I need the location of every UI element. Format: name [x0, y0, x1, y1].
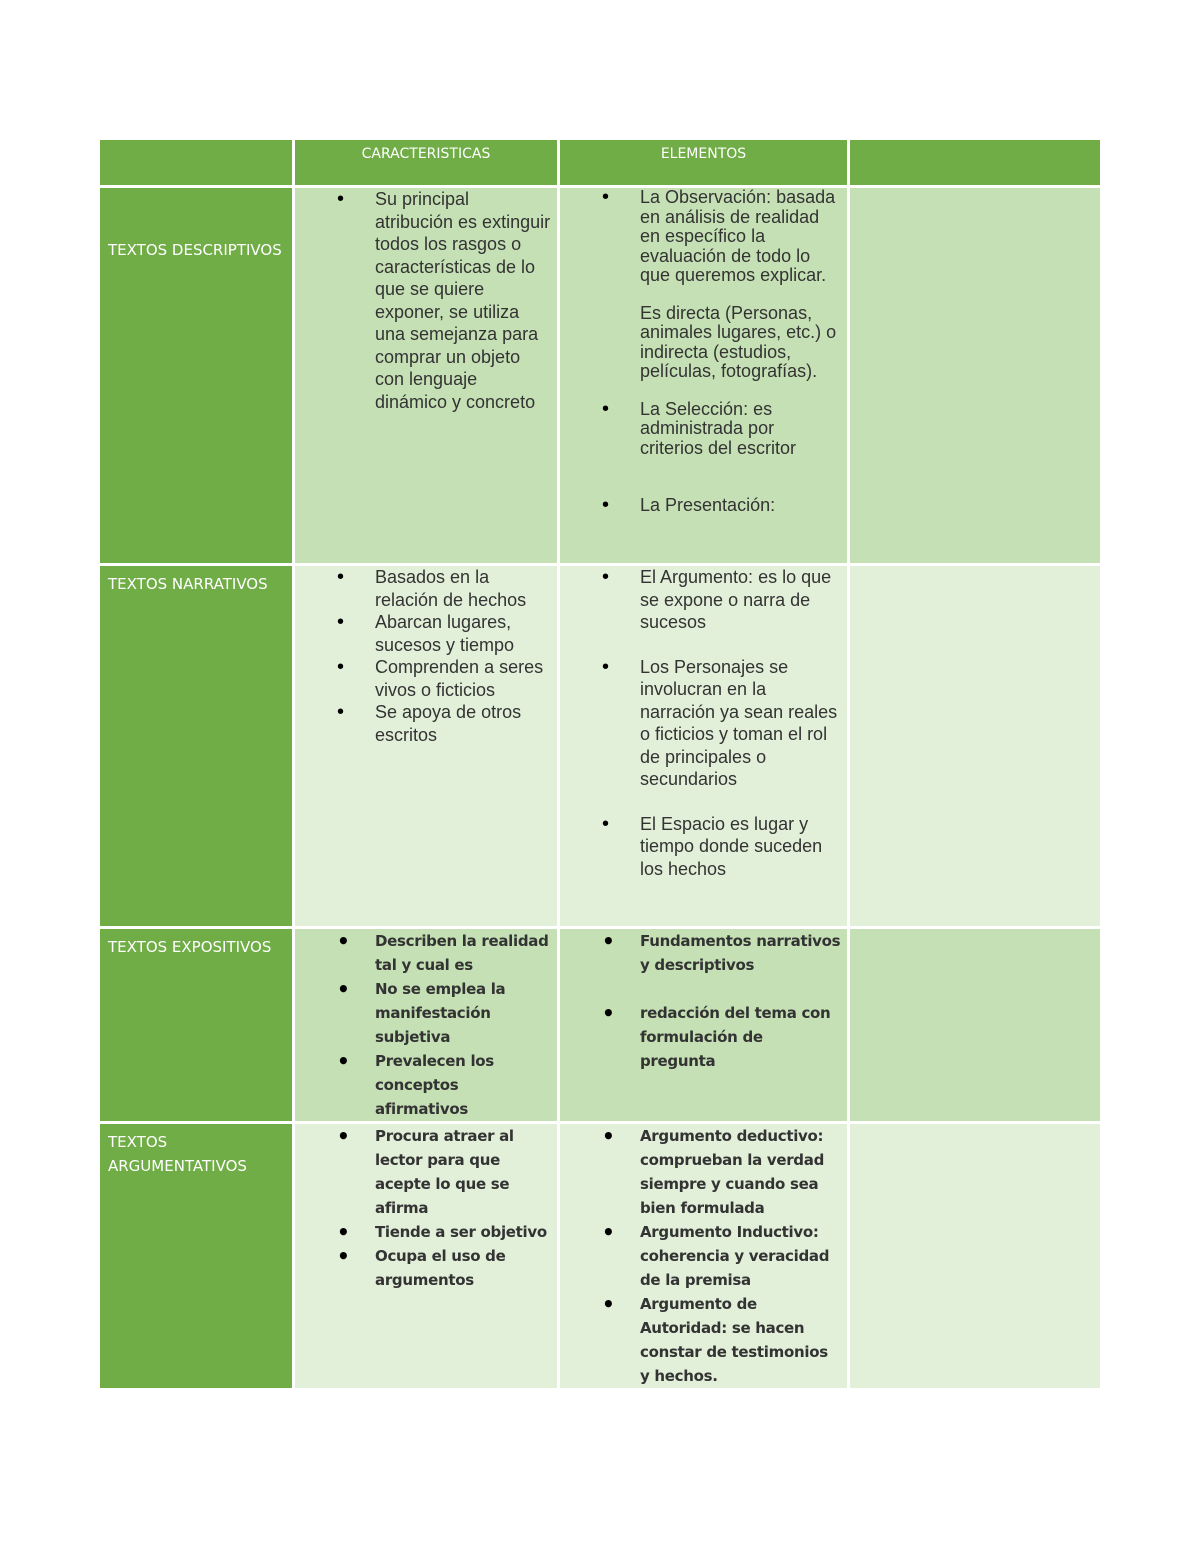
row-label-expositivos: [100, 929, 295, 1124]
list-item: • Describen la realidad tal y cual es: [295, 929, 551, 977]
row-label-text: TEXTOS DESCRIPTIVOS: [108, 241, 282, 259]
header-blank: [850, 140, 1100, 188]
header-caracteristicas: CARACTERISTICAS: [295, 140, 560, 188]
list-item: • Comprenden a seres vivos o ficticios: [295, 656, 551, 701]
list-item: • La Presentación:: [560, 496, 841, 516]
list-item: • Fundamentos narrativos y descriptivos: [560, 929, 841, 977]
elementos-list: [560, 929, 847, 977]
caracteristicas-list: [295, 566, 557, 746]
table-row: [100, 929, 1100, 1124]
list-item: • Argumento de Autoridad: se hacen constar de testimonios y hechos.: [560, 1292, 841, 1388]
caracteristicas-cell: [295, 566, 560, 929]
list-item: • Argumento Inductivo: coherencia y veracidad de la premisa: [560, 1220, 841, 1292]
row-label-text: TEXTOS EXPOSITIVOS: [108, 938, 272, 956]
elementos-list: [560, 496, 847, 516]
row-label-descriptivos: [100, 188, 295, 566]
list-item: • No se emplea la manifestación subjetiva: [295, 977, 551, 1049]
spacer: [560, 458, 847, 496]
list-item: • Procura atraer al lector para que acepte lo que se afirma: [295, 1124, 551, 1220]
caracteristicas-list: [295, 1124, 557, 1292]
header-empty-cell: [100, 140, 295, 188]
list-item: • Abarcan lugares, sucesos y tiempo: [295, 611, 551, 656]
caracteristicas-cell: [295, 188, 560, 566]
empty-cell: [850, 188, 1100, 566]
list-item: • La Observación: basada en análisis de realidad en específico la evaluación de todo lo que queremos explicar.: [560, 188, 841, 286]
list-item: • Su principal atribución es extinguir todos los rasgos o características de lo que se quiere exponer, se utiliza una semejanza para comprar un objeto con lenguaje dinámico y concreto: [295, 188, 551, 413]
elementos-list: [560, 188, 847, 286]
elementos-list: [560, 813, 847, 881]
elementos-list: [560, 1124, 847, 1388]
elementos-list: [560, 1001, 847, 1073]
list-item: • El Espacio es lugar y tiempo donde suceden los hechos: [560, 813, 841, 881]
row-label-text: TEXTOS NARRATIVOS: [108, 575, 268, 593]
header-row: [100, 140, 1100, 188]
spacer: [560, 382, 847, 400]
caracteristicas-list: [295, 188, 557, 413]
list-item: • Los Personajes se involucran en la narración ya sean reales o ficticios y toman el rol de principales o secundarios: [560, 656, 841, 791]
list-item: • Prevalecen los conceptos afirmativos: [295, 1049, 551, 1121]
list-item-paragraph: Es directa (Personas, animales lugares, etc.) o indirecta (estudios, películas, fotografías).: [640, 302, 837, 381]
empty-cell: [850, 566, 1100, 929]
caracteristicas-list: [295, 929, 557, 1121]
empty-cell: [850, 1124, 1100, 1391]
elementos-cell: [560, 566, 850, 929]
list-item: • redacción del tema con formulación de pregunta: [560, 1001, 841, 1073]
table-row: [100, 188, 1100, 566]
empty-cell: [850, 929, 1100, 1124]
caracteristicas-cell: [295, 1124, 560, 1391]
elementos-list: [560, 400, 847, 459]
comparison-table: [100, 140, 1100, 1391]
spacer: [560, 977, 847, 1001]
elementos-list: [560, 656, 847, 791]
list-item: • Argumento deductivo: comprueban la verdad siempre y cuando sea bien formulada: [560, 1124, 841, 1220]
elementos-cell: [560, 1124, 850, 1391]
list-item: • Basados en la relación de hechos: [295, 566, 551, 611]
list-item: • El Argumento: es lo que se expone o narra de sucesos: [560, 566, 841, 634]
list-item: • La Selección: es administrada por criterios del escritor: [560, 400, 841, 459]
elementos-list: [560, 566, 847, 634]
table-row: [100, 566, 1100, 929]
table-row: [100, 1124, 1100, 1391]
spacer: [560, 634, 847, 656]
row-label-text: TEXTOS ARGUMENTATIVOS: [108, 1133, 247, 1175]
elementos-cell: [560, 188, 850, 566]
row-label-narrativos: [100, 566, 295, 929]
row-label-argumentativos: [100, 1124, 295, 1391]
list-item: • Tiende a ser objetivo: [295, 1220, 551, 1244]
spacer: [560, 286, 847, 304]
header-elementos: ELEMENTOS: [560, 140, 850, 188]
list-item: • Ocupa el uso de argumentos: [295, 1244, 551, 1292]
spacer: [560, 791, 847, 813]
elementos-cell: [560, 929, 850, 1124]
caracteristicas-cell: [295, 929, 560, 1124]
list-item: • Se apoya de otros escritos: [295, 701, 551, 746]
